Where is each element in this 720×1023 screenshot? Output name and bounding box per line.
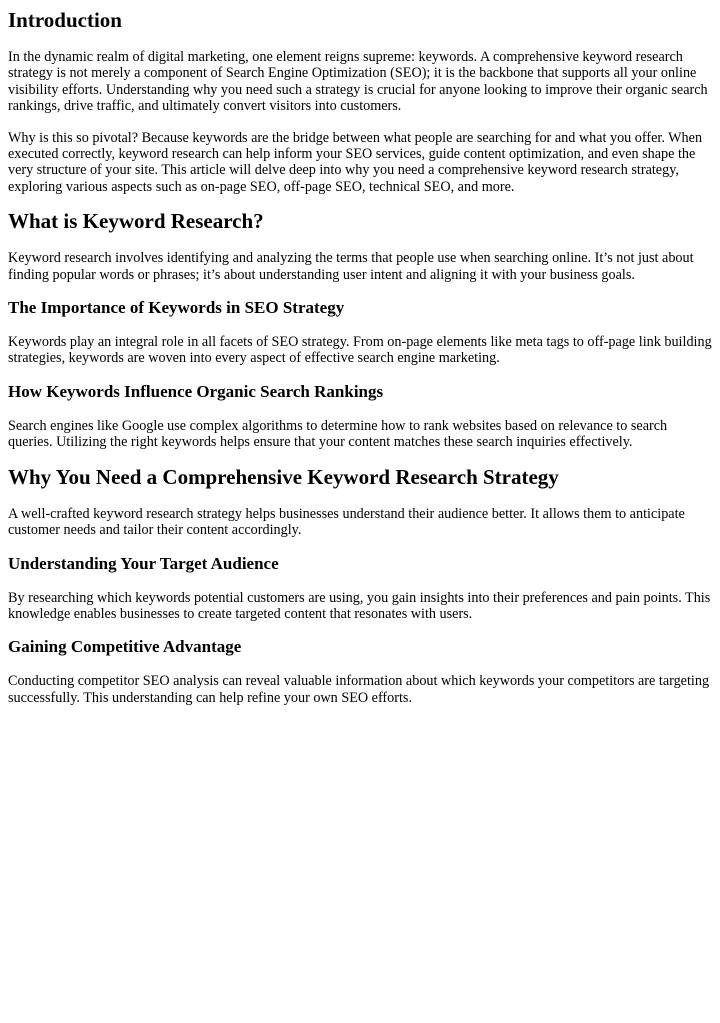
what-is-paragraph: Keyword research involves identifying and analyzing the terms that people use when searching online. It’s not just about finding popular words or phrases; it’s about understanding user intent and aligning it with your business goals. xyxy=(8,250,694,283)
why-need-heading: Why You Need a Comprehensive Keyword Research Strategy xyxy=(8,464,559,489)
importance-paragraph: Keywords play an integral role in all facets of SEO strategy. From on-page elements like meta tags to off-page link building strategies, keywords are woven into every aspect of effective search engine marketing. xyxy=(8,334,712,367)
why-need-paragraph: A well-crafted keyword research strategy helps businesses understand their audience better. It allows them to anticipate customer needs and tailor their content accordingly. xyxy=(8,505,685,539)
influence-paragraph: Search engines like Google use complex algorithms to determine how to rank websites based on relevance to search queries. Utilizing the right keywords helps ensure that your content matches these search inquiries effectively. xyxy=(8,417,668,451)
influence-heading: How Keywords Influence Organic Search Rankings xyxy=(8,381,384,401)
audience-heading: Understanding Your Target Audience xyxy=(8,553,279,573)
document-page xyxy=(0,6,720,706)
audience-paragraph: By researching which keywords potential customers are using, you gain insights into their preferences and pain points. This knowledge enables businesses to create targeted content that resonates with users. xyxy=(8,589,711,622)
competitive-heading: Gaining Competitive Advantage xyxy=(8,637,242,657)
what-is-heading: What is Keyword Research? xyxy=(8,209,264,234)
importance-heading: The Importance of Keywords in SEO Strategy xyxy=(8,298,345,318)
intro-paragraph-1: In the dynamic realm of digital marketing, one element reigns supreme: keywords. A comprehensive keyword research strategy is not merely a component of Search Engine Optimization (SEO); it is the backbone that supports all your online visibility efforts. Understanding why you need such a strategy is crucial for anyone looking to improve their organic search rankings, drive traffic, and ultimately convert visitors into customers. xyxy=(8,49,708,115)
competitive-paragraph: Conducting competitor SEO analysis can reveal valuable information about which keywords your competitors are targeting successfully. This understanding can help refine your own SEO efforts. xyxy=(8,673,710,706)
intro-paragraph-2: Why is this so pivotal? Because keywords are the bridge between what people are searching for and what you offer. When executed correctly, keyword research can help inform your SEO services, guide content optimization, and even shape the very structure of your site. This article will delve deep into why you need a comprehensive keyword research strategy, exploring various aspects such as on-page SEO, off-page SEO, technical SEO, and more. xyxy=(8,129,703,195)
intro-heading: Introduction xyxy=(8,8,122,32)
